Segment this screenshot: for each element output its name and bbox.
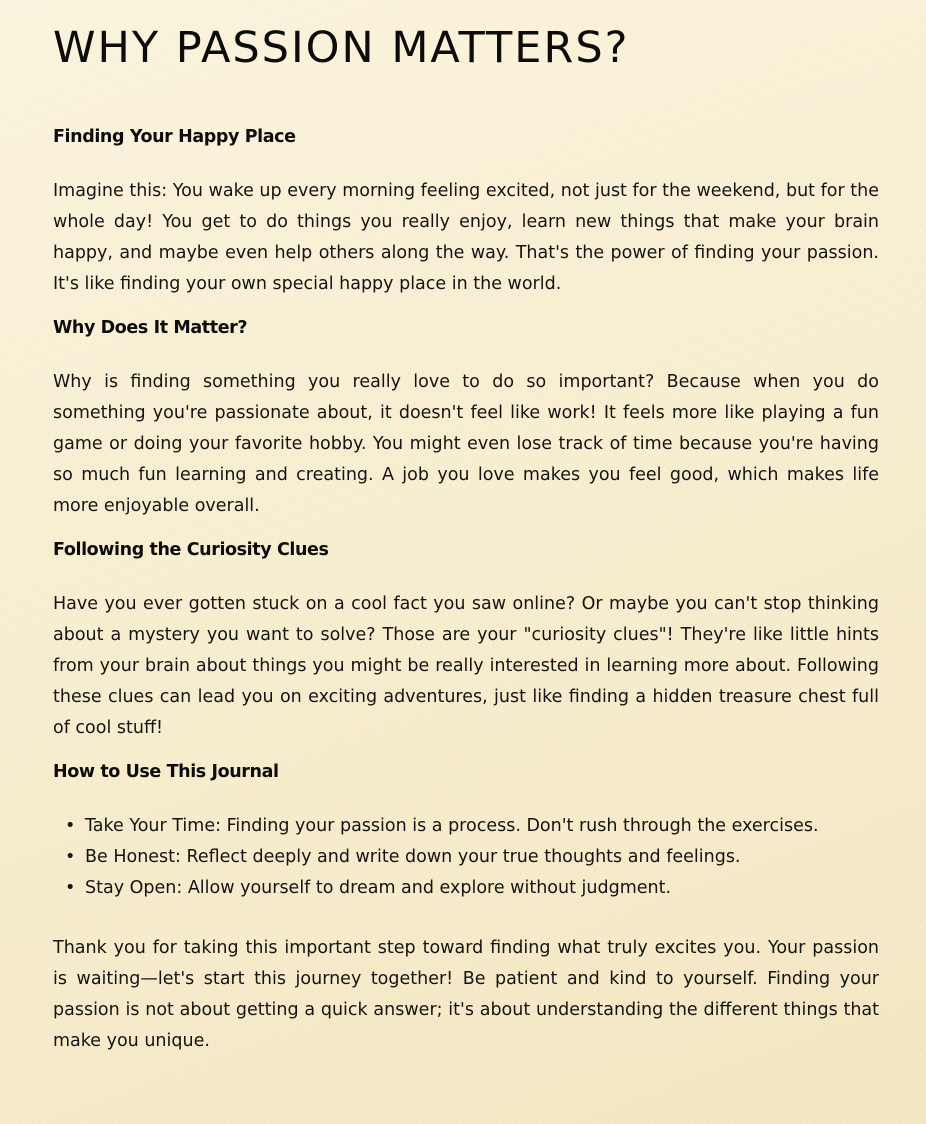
tip-stay-open bbox=[53, 873, 879, 904]
closing-paragraph: Thank you for taking this important step toward finding what truly excites you. Your passion is waiting—let's start this journey together! Be patient and kind to yourself. Finding your passion is not about getting a quick answer; it's about understanding the different things that make you unique. bbox=[53, 938, 879, 1051]
tip-be-honest bbox=[53, 842, 879, 873]
tip-text: Stay Open: Allow yourself to dream and explore without judgment. bbox=[85, 878, 672, 898]
section-heading-happy-place: Finding Your Happy Place bbox=[53, 127, 296, 147]
bullet-icon: • bbox=[65, 816, 76, 836]
tip-text: Be Honest: Reflect deeply and write down your true thoughts and feelings. bbox=[85, 847, 741, 867]
section-heading-curiosity: Following the Curiosity Clues bbox=[53, 540, 329, 560]
journal-page bbox=[53, 22, 879, 1057]
section-heading-why-matter: Why Does It Matter? bbox=[53, 318, 248, 338]
section-body-happy-place: Imagine this: You wake up every morning feeling excited, not just for the weekend, but for the whole day! You get to do things you really enjoy, learn new things that make your brain happy, and maybe even help others along the way. That's the power of finding your passion. It's like finding your own special happy place in the world. bbox=[53, 181, 879, 294]
section-body-why-matter: Why is finding something you really love to do so important? Because when you do something you're passionate about, it doesn't feel like work! It feels more like playing a fun game or doing your favorite hobby. You might even lose track of time because you're having so much fun learning and creating. A job you love makes you feel good, which makes life more enjoyable overall. bbox=[53, 372, 879, 516]
tips-list bbox=[53, 811, 879, 904]
bullet-icon: • bbox=[65, 847, 76, 867]
tip-take-your-time bbox=[53, 811, 879, 842]
bullet-icon: • bbox=[65, 878, 76, 898]
page-title: WHY PASSION MATTERS? bbox=[53, 23, 630, 73]
section-heading-how-to-use: How to Use This Journal bbox=[53, 762, 279, 782]
tip-text: Take Your Time: Finding your passion is a process. Don't rush through the exercises. bbox=[85, 816, 819, 836]
section-body-curiosity: Have you ever gotten stuck on a cool fact you saw online? Or maybe you can't stop thinking about a mystery you want to solve? Those are your "curiosity clues"! They're like little hints from your brain about things you might be really interested in learning more about. Following these clues can lead you on exciting adventures, just like finding a hidden treasure chest full of cool stuff! bbox=[53, 594, 879, 738]
